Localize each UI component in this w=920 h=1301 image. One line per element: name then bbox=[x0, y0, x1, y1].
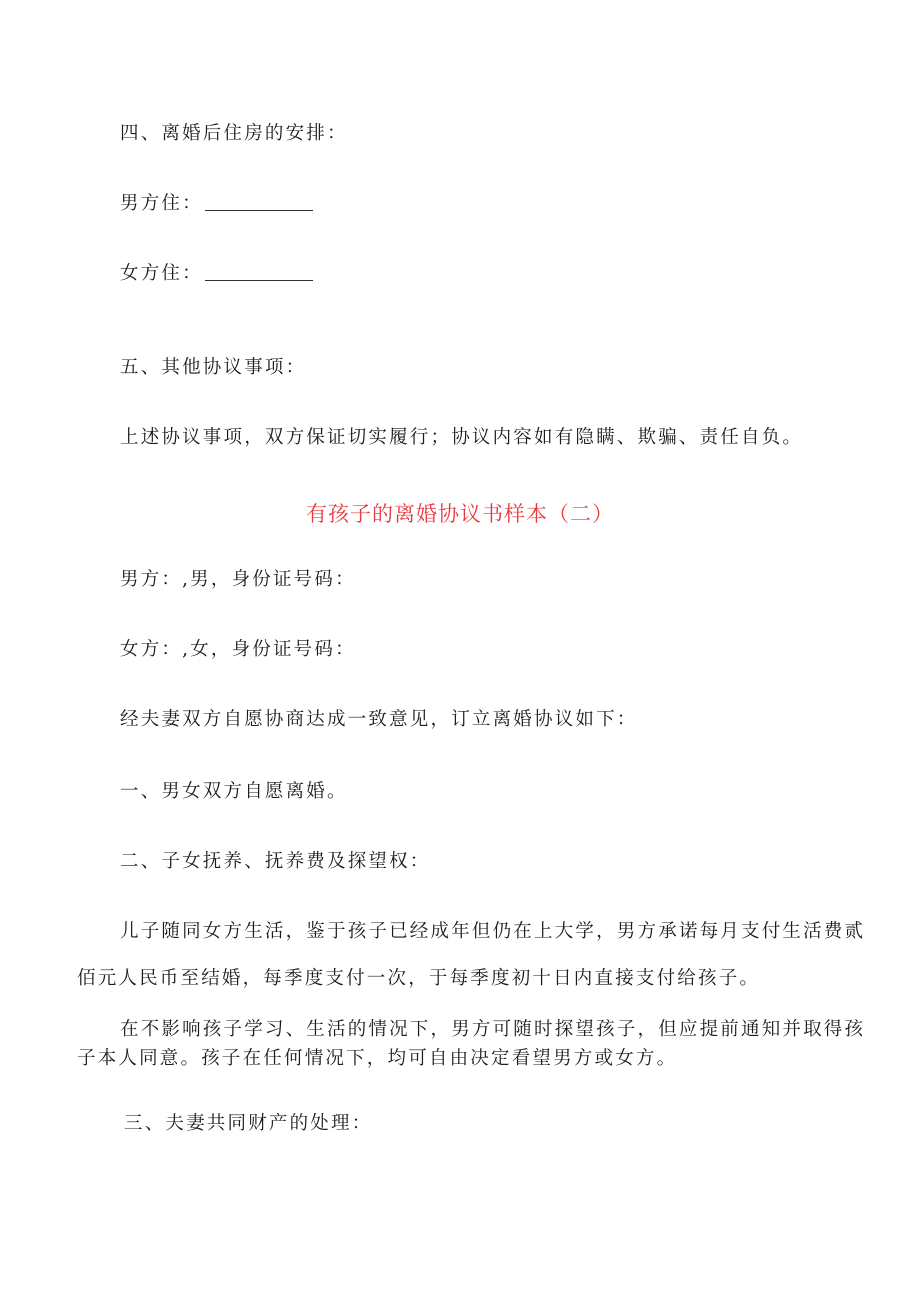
support-paragraph-line1: 儿子随同女方生活，鉴于孩子已经成年但仍在上大学，男方承诺每月支付生活费贰 bbox=[120, 921, 866, 942]
item3-heading: 三、夫妻共同财产的处理： bbox=[124, 1113, 373, 1134]
sample2-title: 有孩子的离婚协议书样本（二） bbox=[306, 502, 614, 526]
section5-statement: 上述协议事项，双方保证切实履行；协议内容如有隐瞒、欺骗、责任自负。 bbox=[120, 427, 804, 448]
section4-heading: 四、离婚后住房的安排： bbox=[120, 123, 348, 144]
female-party-line: 女方：,女，身份证号码： bbox=[120, 639, 356, 660]
male-party-line: 男方：,男，身份证号码： bbox=[120, 569, 356, 590]
support-paragraph-line2: 佰元人民币至结婚，每季度支付一次，于每季度初十日内直接支付给孩子。 bbox=[77, 968, 761, 989]
female-housing-label: 女方住： bbox=[120, 263, 203, 284]
male-housing-label: 男方住： bbox=[120, 193, 203, 214]
item1-text: 一、男女双方自愿离婚。 bbox=[120, 781, 348, 802]
section5-heading: 五、其他协议事项： bbox=[120, 357, 307, 378]
male-housing-blank bbox=[205, 192, 313, 211]
visit-paragraph-line2: 子本人同意。孩子在任何情况下，均可自由决定看望男方或女方。 bbox=[77, 1048, 678, 1069]
female-housing-row bbox=[120, 262, 313, 286]
agreement-intro: 经夫妻双方自愿协商达成一致意见，订立离婚协议如下： bbox=[120, 709, 638, 730]
male-housing-row bbox=[120, 192, 313, 216]
female-housing-blank bbox=[205, 262, 313, 281]
visit-paragraph-line1: 在不影响孩子学习、生活的情况下，男方可随时探望孩子，但应提前通知并取得孩 bbox=[120, 1019, 866, 1040]
item2-heading: 二、子女抚养、抚养费及探望权： bbox=[120, 851, 431, 872]
